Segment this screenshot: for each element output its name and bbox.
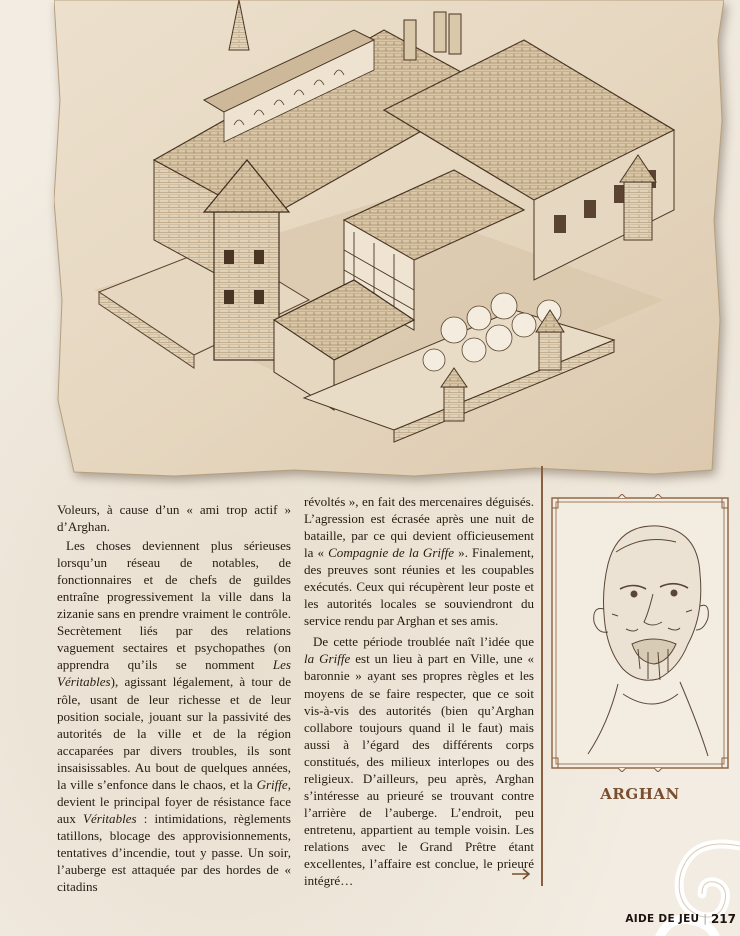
text-span: : intimidations, règlements tatillons, blocage des approvisionnements, tentatives d’incendie, tout y passe. Un soir, l’auberge est attaquée par des hordes de « citadins: [57, 810, 291, 895]
text-span: ». Finalement, des preuves sont réunies et les coupables exécutés. Ceux qui récupèrent leur poste et les autorités locales se souviendront du service rendu par Arghan et ses amis.: [304, 545, 534, 629]
paragraph: [304, 633, 534, 889]
text-span: , devient le principal foyer de résistance face aux: [57, 776, 291, 826]
portrait-caption: ARGHAN: [600, 785, 680, 803]
character-portrait: [548, 494, 732, 772]
text-span: Voleurs, à cause d’un « ami trop actif » d’Arghan.: [57, 502, 291, 535]
section-label: AIDE DE JEU: [625, 913, 700, 925]
paragraph: [57, 501, 291, 535]
continue-arrow-icon: [512, 867, 532, 879]
emphasis: Compagnie de la Griffe: [328, 545, 455, 561]
text-span: révoltés », en fait des mercenaires déguisés. L’agression est écrasée après une nuit de bataille, par ce qui devient officieusement la «: [304, 494, 534, 561]
emphasis: la Griffe: [304, 651, 351, 667]
column-divider: [541, 466, 543, 886]
text-column-left: [57, 501, 291, 895]
text-column-middle: [304, 493, 534, 889]
manor-building-illustration: [54, 0, 724, 478]
text-span: ), agissant légalement, à tour de rôle, usant de leur richesse et de leur position sociale, jouant sur la passivité des autorités de la ville et de la région accaparées par divers troubles, ils sont insaisissables. Au bout de quelques années, la ville s’enfonce dans le chaos, et la: [57, 674, 291, 792]
text-span: est un lieu à part en Ville, une « baronnie » ayant ses propres règles et les moyens de se faire respecter, que ce soit vis-à-vis des autorités (bien qu’Arghan collabore toujours quand il le faut) mais aussi à l’égard des différents corps constitués, des milieux interlopes ou des religieux. D’ailleurs, peu après, Arghan s’intéresse au prieuré se trouvant contre l’arrière de l’auberge. L’endroit, peu entretenu, appartient au temple voisin. Les relations avec le Grand Prêtre étant excellentes, l’affaire est conclue, le prieuré intégré…: [304, 651, 534, 889]
page-footer: [614, 910, 736, 928]
emphasis: Les Véritables: [57, 657, 291, 690]
page-number: 217: [710, 912, 736, 926]
emphasis: Véritables: [82, 810, 137, 826]
emphasis: Griffe: [256, 776, 288, 792]
text-span: Les choses deviennent plus sérieuses lorsqu’un réseau de notables, de fonctionnaires et de chefs de guildes entraîne progressivement la ville dans la zizanie sans en prendre vraiment le contrôle. Secrètement liés par des relations vaguement sectaires et psychopathes (on apprendra qu’ils se nomment: [57, 538, 291, 673]
paragraph: [304, 493, 534, 629]
paragraph: [57, 537, 291, 895]
footer-separator: |: [703, 913, 707, 925]
text-span: De cette période troublée naît l’idée que: [313, 634, 534, 650]
